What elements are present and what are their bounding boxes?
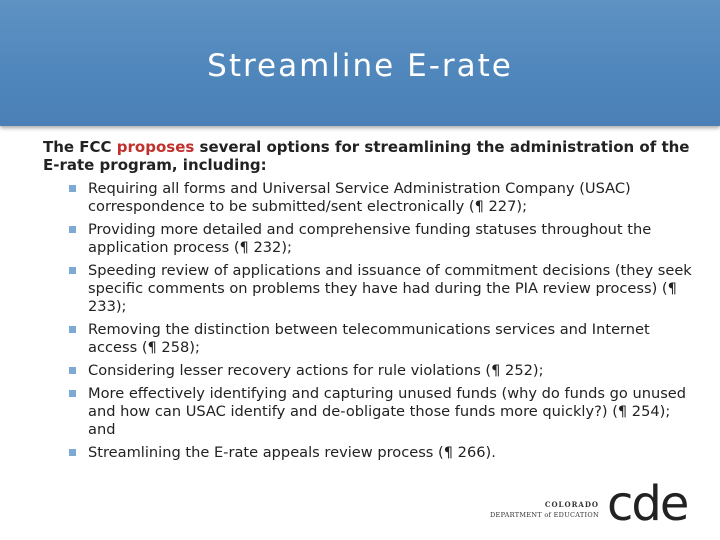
slide-header xyxy=(0,0,720,126)
list-item xyxy=(67,221,693,257)
list-item xyxy=(67,262,693,316)
slide-content xyxy=(43,138,693,467)
bullet-square-icon xyxy=(69,267,76,274)
bullet-square-icon xyxy=(69,226,76,233)
bullet-square-icon xyxy=(69,326,76,333)
bullet-text: Providing more detailed and comprehensive funding statuses throughout the application process (¶ 232); xyxy=(88,221,652,256)
list-item xyxy=(67,362,693,380)
list-item xyxy=(67,385,693,439)
bullet-text: Speeding review of applications and issuance of commitment decisions (they seek specific comments on problems they have had during the PIA review process) (¶ 233); xyxy=(88,262,692,315)
list-item xyxy=(67,180,693,216)
intro-text-before: The FCC xyxy=(43,138,117,156)
bullet-square-icon xyxy=(69,390,76,397)
bullet-text: More effectively identifying and capturing unused funds (why do funds go unused and how can USAC identify and de-obligate those funds more quickly?) (¶ 254); and xyxy=(88,385,687,438)
intro-text-after: several options for streamlining the administration of the E-rate program, including: xyxy=(43,138,690,174)
logo-cde-mark: cde xyxy=(607,476,688,532)
list-item xyxy=(67,321,693,357)
list-item xyxy=(67,444,693,462)
intro-paragraph xyxy=(43,138,693,174)
bullet-text: Removing the distinction between telecommunications services and Internet access (¶ 258); xyxy=(88,321,650,356)
bullet-list xyxy=(43,180,693,462)
cde-logo xyxy=(489,476,697,532)
bullet-square-icon xyxy=(69,367,76,374)
bullet-square-icon xyxy=(69,185,76,192)
bullet-square-icon xyxy=(69,449,76,456)
bullet-text: Streamlining the E-rate appeals review process (¶ 266). xyxy=(88,444,496,461)
slide-title: Streamline E-rate xyxy=(207,48,513,84)
logo-department-text: DEPARTMENT of EDUCATION xyxy=(490,511,599,519)
bullet-text: Requiring all forms and Universal Service Administration Company (USAC) correspondence to be submitted/sent electronically (¶ 227); xyxy=(88,180,631,215)
intro-highlight: proposes xyxy=(116,138,195,156)
logo-colorado-text: COLORADO xyxy=(544,500,599,509)
bullet-text: Considering lesser recovery actions for rule violations (¶ 252); xyxy=(88,362,544,379)
